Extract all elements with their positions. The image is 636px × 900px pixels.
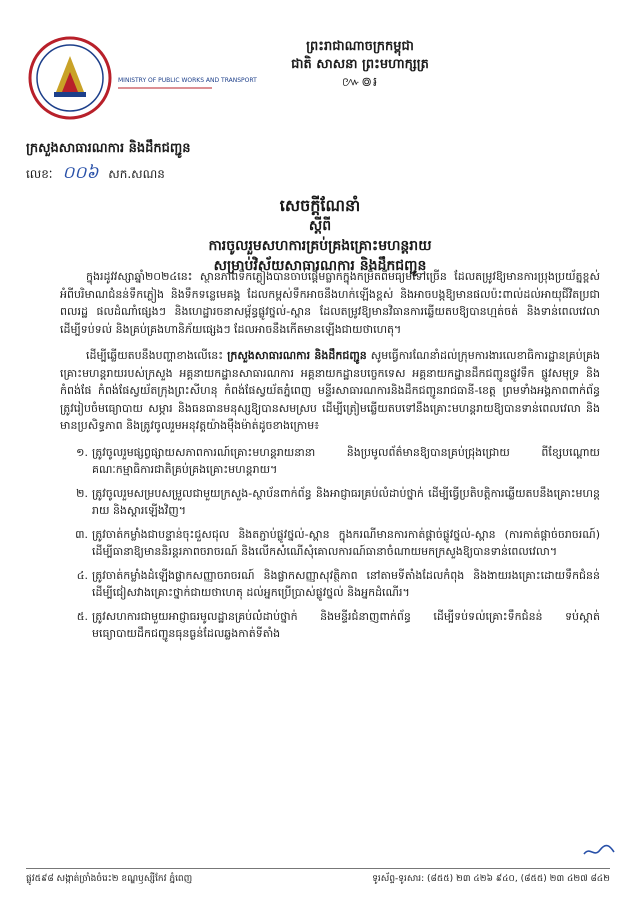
page-footer <box>26 868 610 884</box>
paragraph-intro-text: ក្នុងរដូវវស្សាឆ្នាំ២០២៤នេះ ស្ថានភាពទឹកភ្លៀងបានចាប់ផ្តើមធ្លាក់ក្នុងកម្រិតពីមធ្យមទៅច្រើន ដែលតម្រូវឱ្យមានការប្រុងប្រយ័ត្នខ្ពស់ អំពីបរិមាណជំនន់ទឹកភ្លៀង និងទឹកទន្លេមេគង្គ ដែលកម្ពស់ទឹកអាចនឹងហក់ឡើងខ្ពស់ និងអាចបង្កឱ្យមានផលប៉ះពាល់ដល់អាយុជីវិតប្រជាពលរដ្ឋ ផលដំណាំផ្សេងៗ និងហេដ្ឋារចនាសម្ព័ន្ធផ្លូវថ្នល់-ស្ពាន ដែលតម្រូវឱ្យមានវិធានការឆ្លើយតបឱ្យបានហ្មត់ចត់ និងទាន់ពេលវេលា ដើម្បីទប់ទល់ និងគ្រប់គ្រងហានិភ័យផ្សេងៗ ដែលអាចនឹងកើតមានឡើងជាយថាហេតុ។ <box>60 270 600 336</box>
list-item-number: ៣. <box>75 527 88 541</box>
list-item <box>60 608 600 643</box>
list-item <box>60 444 600 479</box>
list-item-text: ត្រូវចូលរួមផ្សព្វផ្សាយសភាពការណ៍គ្រោះមហន្តរាយនានា និងប្រមូលព័ត៌មានឱ្យបានគ្រប់ជ្រុងជ្រោយ ពីខ្សែបណ្តោយគណៈកម្មាធិការជាតិគ្រប់គ្រងគ្រោះមហន្តរាយ។ <box>92 445 600 476</box>
list-item-number: ១. <box>76 445 88 459</box>
national-motto: ជាតិ សាសនា ព្រះមហាក្សត្រ <box>291 57 429 72</box>
paragraph-instruction-ministry: ក្រសួងសាធារណការ និងដឹកជញ្ជូន <box>227 349 367 362</box>
footer-contact: ទូរស័ព្ទ-ទូរសារ: (៨៥៥) ២៣ ៤២៦ ៩៤០, (៨៥៥) ២៣ ៤២៧ ៨៤២ <box>372 874 610 884</box>
signature-mark <box>582 842 616 860</box>
list-item-text: ត្រូវចាត់កម្លាំងជាបន្ទាន់ចុះជួសជុល និងតភ្ជាប់ផ្លូវថ្នល់-ស្ពាន ក្នុងករណីមានការកាត់ផ្តាច់ផ្លូវថ្នល់-ស្ពាន (ការកាត់ផ្តាច់ចរាចរណ៍) ដើម្បីធានាឱ្យមាននិរន្តរភាពចរាចរណ៍ និងលើកសំណើសុំគោលការណ៍ធានាចំណាយមកក្រសួងឱ្យបានទាន់ពេលវេលា។ <box>92 527 600 558</box>
header-decoration: ៚៙៛ <box>341 75 379 90</box>
document-about: ស្តីពី <box>308 218 332 234</box>
list-item-text: ត្រូវសហការជាមួយអាជ្ញាធរមូលដ្ឋានគ្រប់លំដាប់ថ្នាក់ និងមន្ទីរជំនាញពាក់ព័ន្ធ ដើម្បីទប់ទល់គ្រោះទឹកជំនន់ ទប់ស្កាត់មធ្យោបាយដឹកជញ្ជូនធុនធ្ងន់ដែលឆ្លងកាត់ទីតាំង <box>92 609 600 640</box>
document-titles <box>150 196 490 276</box>
footer-address: ផ្លូវ៥៩៨ សង្កាត់ច្រាំងចំរេះ២ ខណ្ឌឫស្សីកែវ ភ្នំពេញ <box>26 874 193 884</box>
reference-line <box>26 162 165 187</box>
list-item-text: ត្រូវចូលរួមសម្របសម្រួលជាមួយក្រសួង-ស្ថាប័នពាក់ព័ន្ធ និងអាជ្ញាធរគ្រប់លំដាប់ថ្នាក់ ដើម្បីធ្វើប្រតិបត្តិការឆ្លើយតបនឹងគ្រោះមហន្តរាយ និងស្តារឡើងវិញ។ <box>92 486 600 517</box>
reference-number: ០០៦ <box>62 163 99 183</box>
document-type: សេចក្តីណែនាំ <box>279 196 361 215</box>
reference-suffix: សក.សណន <box>108 167 165 181</box>
document-body <box>60 268 600 649</box>
list-item-number: ៤. <box>76 568 88 582</box>
paragraph-instruction-pre: ដើម្បីឆ្លើយតបនឹងបញ្ហាខាងលើនេះ <box>86 349 224 362</box>
list-item <box>60 526 600 561</box>
list-item <box>60 567 600 602</box>
logo-caption: MINISTRY OF PUBLIC WORKS AND TRANSPORT <box>118 77 257 84</box>
reference-label: លេខៈ <box>26 167 53 181</box>
kingdom-header <box>270 38 450 92</box>
instruction-list <box>60 444 600 643</box>
list-item-number: ៥. <box>76 609 88 623</box>
list-item <box>60 485 600 520</box>
paragraph-instruction <box>60 347 600 435</box>
document-subject-line-2: សម្រាប់វិស័យសាធារណការ និងដឹកជញ្ជូន <box>213 258 427 274</box>
logo-emblem <box>30 38 110 118</box>
kingdom-line: ព្រះរាជាណាចក្រកម្ពុជា <box>306 39 414 54</box>
ministry-logo <box>26 34 257 122</box>
document-subject-line-1: ការចូលរួមសហការគ្រប់គ្រងគ្រោះមហន្តរាយ <box>208 238 432 254</box>
list-item-number: ២. <box>76 486 88 500</box>
paragraph-instruction-post: សូមធ្វើការណែនាំដល់ក្រុមការងារលេខាធិការដ្ឋានគ្រប់គ្រងគ្រោះមហន្តរាយរបស់ក្រសួង អគ្គនាយកដ្ឋានសាធារណការ អគ្គនាយកដ្ឋានបច្ចេកទេស អគ្គនាយកដ្ឋានដឹកជញ្ជូនផ្លូវទឹក ផ្លូវសមុទ្រ និងកំពង់ផែ កំពង់ផែស្វយ័តក្រុងព្រះសីហនុ កំពង់ផែស្វយ័តភ្នំពេញ មន្ទីរសាធារណការនិងដឹកជញ្ជូនរាជធានី-ខេត្ត ព្រមទាំងអង្គភាពពាក់ព័ន្ធ ត្រូវរៀបចំមធ្យោបាយ សម្ភារ និងធនធានមនុស្សឱ្យបានសមស្រប ដើម្បីត្រៀមឆ្លើយតបទៅនឹងគ្រោះមហន្តរាយឱ្យបានទាន់ពេលវេលា និងមានប្រសិទ្ធភាព និងត្រូវចូលរួមអនុវត្តយ៉ាងម៉ឺងម៉ាត់ដូចខាងក្រោម៖ <box>60 349 601 432</box>
ministry-name: ក្រសួងសាធារណការ និងដឹកជញ្ជូន <box>26 141 191 156</box>
list-item-text: ត្រូវចាត់កម្លាំងដំឡើងផ្លាកសញ្ញាចរាចរណ៍ និងផ្លាកសញ្ញាសុវត្ថិភាព នៅតាមទីតាំងដែលកំពុង និងងាយរងគ្រោះដោយទឹកជំនន់ ដើម្បីជៀសវាងគ្រោះថ្នាក់ជាយថាហេតុ ដល់អ្នកប្រើប្រាស់ផ្លូវថ្នល់ និងអ្នកដំណើរ។ <box>92 568 600 599</box>
paragraph-intro <box>60 268 600 338</box>
